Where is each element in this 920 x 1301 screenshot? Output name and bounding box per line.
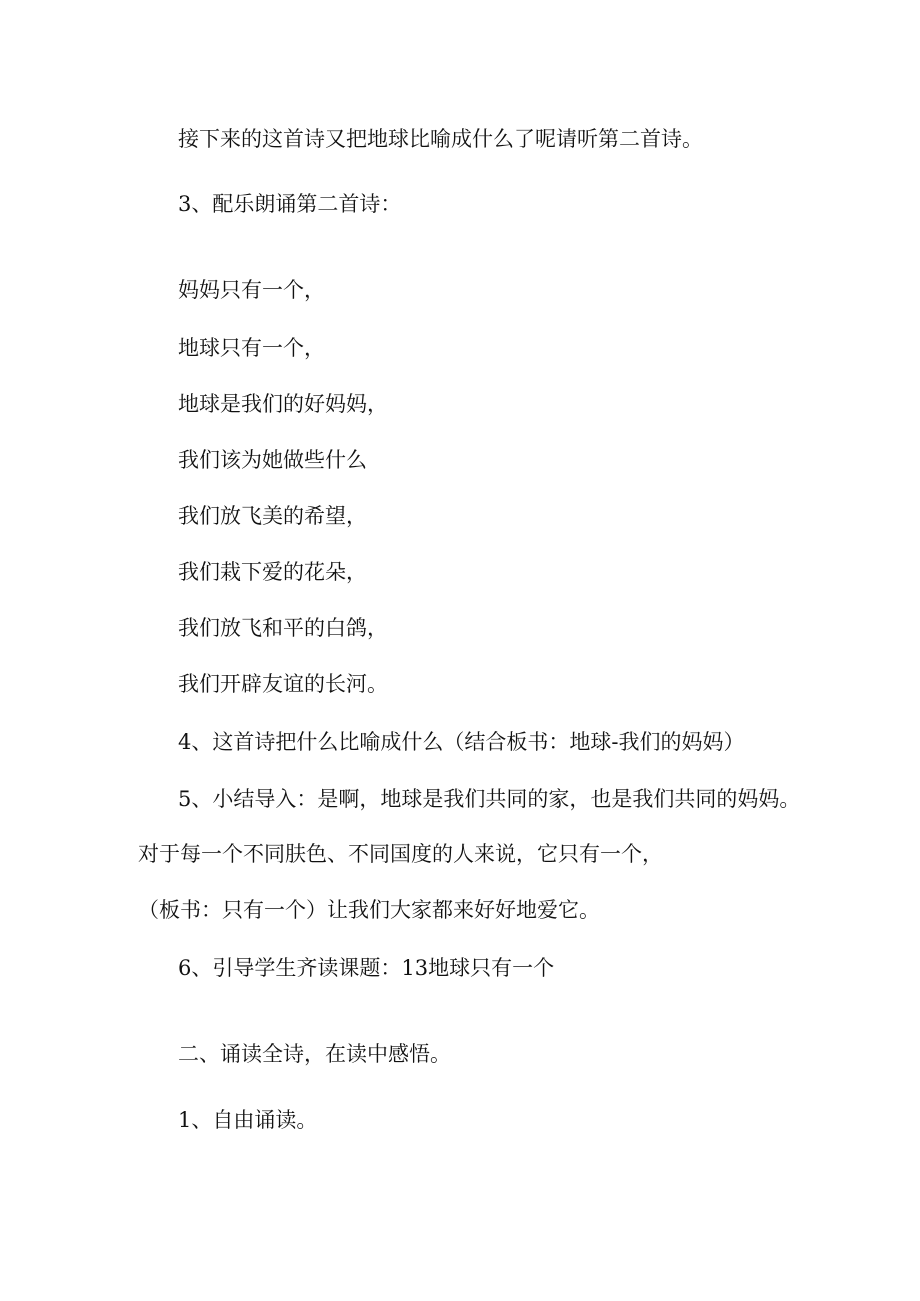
poem-line-4: 我们该为她做些什么 [178,448,367,472]
poem-line-3: 地球是我们的好妈妈， [178,392,388,416]
section-2-step-1: 1、自由诵读。 [178,1108,318,1132]
poem-line-7: 我们放飞和平的白鸽， [178,616,388,640]
step-5-paragraph: 5、小结导入：是啊，地球是我们共同的家，也是我们共同的妈妈。 [178,787,801,811]
step-4-paragraph: 4、这首诗把什么比喻成什么（结合板书：地球-我们的妈妈） [178,730,745,754]
poem-line-6: 我们栽下爱的花朵， [178,560,367,584]
poem-line-2: 地球只有一个， [178,336,325,360]
poem-line-1: 妈妈只有一个， [178,278,325,302]
step-6-paragraph: 6、引导学生齐读课题：13地球只有一个 [178,956,555,980]
poem-line-8: 我们开辟友谊的长河。 [178,672,388,696]
step-5-continuation-1: 对于每一个不同肤色、不同国度的人来说，它只有一个， [138,842,663,866]
section-2-heading: 二、诵读全诗，在读中感悟。 [178,1042,451,1066]
intro-sentence: 接下来的这首诗又把地球比喻成什么了呢请听第二首诗。 [178,127,703,151]
step-3-heading: 3、配乐朗诵第二首诗： [178,192,402,216]
step-5-continuation-2: （板书：只有一个）让我们大家都来好好地爱它。 [138,898,600,922]
poem-line-5: 我们放飞美的希望， [178,504,367,528]
